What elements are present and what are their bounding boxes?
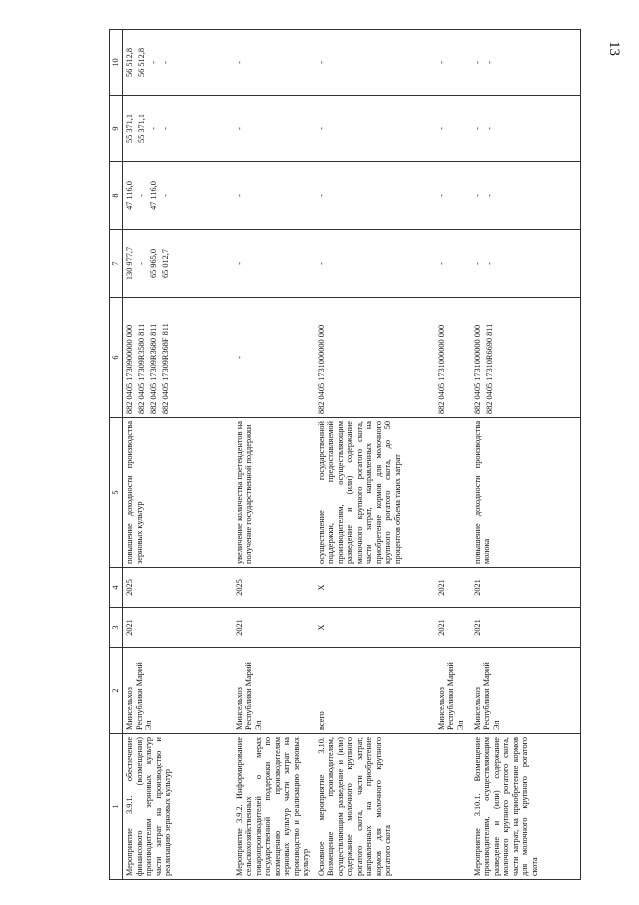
cell-col9: [471, 96, 581, 162]
cell-event: Мероприятие 3.9.1. обеспечение финансового (возмещения) производителям зерновых культур части затрат на производство и реализацию зерновых культур: [123, 734, 233, 880]
value-line: -: [484, 127, 494, 130]
cell-col9: [123, 96, 233, 162]
cell-col10: -: [233, 30, 315, 96]
value-line: -: [484, 61, 494, 64]
cell-col7: [123, 230, 233, 298]
cell-end-year: Х: [315, 568, 435, 608]
cell-end-year: 2025: [233, 568, 315, 608]
cell-col7: [471, 230, 581, 298]
value-line: -: [161, 61, 170, 64]
value-line: -: [161, 127, 170, 130]
value-line: -: [137, 194, 146, 197]
cell-event: Мероприятие 3.10.1. Возмещение производителям, осуществляющим разведение и (или) содержание молочного крупного рогатого скота, части затрат, на приобретение кормов для молочного крупного рогатого скота: [471, 734, 581, 880]
code-line: 882 0405 1730900000 000: [125, 324, 134, 414]
code-line: 882 0405 1731000000 000: [472, 324, 482, 414]
col-header-8: 8: [110, 162, 123, 230]
code-line: 882 0405 17309R368F 811: [161, 323, 170, 414]
cell-col8: [471, 162, 581, 230]
value-line: -: [149, 61, 158, 64]
cell-col10: [471, 30, 581, 96]
cell-result: увеличение количества претендентов на получение государственной поддержки: [233, 418, 315, 568]
cell-col8: -: [233, 162, 315, 230]
cell-code: -: [233, 298, 315, 418]
cell-code: 882 0405 1731000000 000: [435, 298, 471, 418]
value-line: -: [149, 127, 158, 130]
cell-col7: -: [435, 230, 471, 298]
table-row: [315, 30, 435, 880]
cell-result: [435, 418, 471, 568]
cell-col7: -: [315, 230, 435, 298]
cell-result: осуществление государственной поддержки, предоставляемой производителям, осуществляющим разведение и (или) содержание молочного крупного рогатого скота, части затрат, направленных на приобретение кормов для молочного крупного рогатого скота, до 50 процентов объема таких затрат: [315, 418, 435, 568]
col-header-7: 7: [110, 230, 123, 298]
value-line: 55 371,1: [125, 113, 134, 144]
cell-col9: -: [233, 96, 315, 162]
code-line: 882 0405 17310R6690 811: [484, 323, 494, 414]
value-line: 56 512,8: [125, 47, 134, 78]
value-line: -: [161, 194, 170, 197]
value-line: 47 116,0: [125, 181, 134, 210]
value-line: 65 012,7: [161, 248, 170, 279]
cell-col7: -: [233, 230, 315, 298]
cell-event: Основное мероприятие 3.10. Возмещение производителям, осуществляющим разведение и (или) содержание молочного крупного рогатого скота, части затрат, направленных на приобретение кормов для молочного крупного рогатого скота: [315, 734, 435, 880]
cell-col8: [123, 162, 233, 230]
cell-executor: Минсельхоз Республики Марий Эл: [233, 648, 315, 734]
cell-start-year: 2021: [123, 608, 233, 648]
value-line: -: [472, 262, 482, 265]
cell-executor: Минсельхоз Республики Марий Эл: [435, 648, 471, 734]
value-line: -: [472, 127, 482, 130]
col-header-9: 9: [110, 96, 123, 162]
program-table: [109, 29, 581, 880]
cell-end-year: 2025: [123, 568, 233, 608]
rotated-table-container: [109, 30, 620, 880]
col-header-4: 4: [110, 568, 123, 608]
cell-code: [471, 298, 581, 418]
cell-code: [123, 298, 233, 418]
cell-result: повышение доходности производства молока: [471, 418, 581, 568]
cell-col10: -: [435, 30, 471, 96]
value-line: 56 512,8: [137, 47, 146, 78]
cell-event: [435, 734, 471, 880]
value-line: -: [484, 262, 494, 265]
col-header-5: 5: [110, 418, 123, 568]
cell-executor: Минсельхоз Республики Марий Эл: [471, 648, 581, 734]
cell-start-year: Х: [315, 608, 435, 648]
table-row: [233, 30, 315, 880]
header-row: [110, 30, 123, 880]
cell-result: повышение доходности производства зерновых культур: [123, 418, 233, 568]
value-line: -: [137, 262, 146, 265]
col-header-2: 2: [110, 648, 123, 734]
cell-end-year: 2021: [471, 568, 581, 608]
cell-executor: Минсельхоз Республики Марий Эл: [123, 648, 233, 734]
table-row: [123, 30, 233, 880]
cell-code: 882 0405 1731000000 000: [315, 298, 435, 418]
col-header-10: 10: [110, 30, 123, 96]
cell-col10: [123, 30, 233, 96]
cell-executor: всего: [315, 648, 435, 734]
code-line: 882 0405 17309R3580 811: [137, 323, 146, 414]
value-line: -: [472, 194, 482, 197]
value-line: 55 371,1: [137, 113, 146, 144]
table-row: [435, 30, 471, 880]
cell-col8: -: [315, 162, 435, 230]
cell-col8: -: [435, 162, 471, 230]
cell-start-year: 2021: [471, 608, 581, 648]
code-line: 882 0405 17309R3680 811: [149, 323, 158, 414]
page-number: 13: [606, 41, 622, 56]
value-line: 65 965,0: [149, 248, 158, 279]
value-line: -: [484, 194, 494, 197]
cell-col9: -: [435, 96, 471, 162]
cell-event: Мероприятие 3.9.2. Информирование сельскохозяйственных товаропроизводителей о мерах государственной поддержки по возмещению производителям зерновых культур части затрат на производство и реализацию зерновых культур: [233, 734, 315, 880]
cell-start-year: 2021: [435, 608, 471, 648]
cell-col9: -: [315, 96, 435, 162]
value-line: 47 116,0: [149, 181, 158, 210]
cell-end-year: 2021: [435, 568, 471, 608]
col-header-6: 6: [110, 298, 123, 418]
cell-start-year: 2021: [233, 608, 315, 648]
col-header-1: 1: [110, 734, 123, 880]
col-header-3: 3: [110, 608, 123, 648]
table-row: [471, 30, 581, 880]
cell-col10: -: [315, 30, 435, 96]
value-line: -: [472, 61, 482, 64]
value-line: 130 977,7: [125, 246, 134, 281]
